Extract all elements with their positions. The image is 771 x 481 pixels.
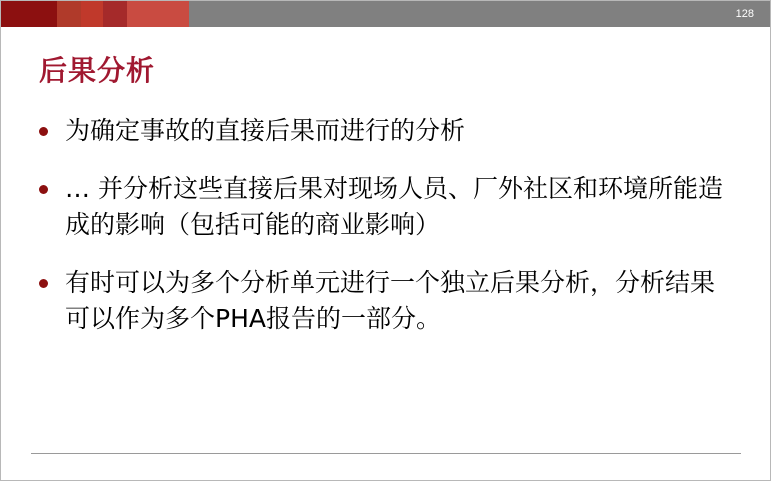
page-title: 后果分析: [39, 54, 156, 87]
list-item-text: 有时可以为多个分析单元进行一个独立后果分析，分析结果可以作为多个PHA报告的一部分。: [65, 268, 716, 333]
top-decorative-bar: [1, 1, 771, 27]
bar-segment-5: [127, 1, 189, 27]
bar-segment-4: [103, 1, 127, 27]
page-number: 128: [735, 8, 754, 20]
list-item: [39, 113, 739, 149]
list-item: [39, 265, 739, 337]
list-item-text: 为确定事故的直接后果而进行的分析: [65, 116, 466, 145]
bar-segment-2: [57, 1, 81, 27]
bar-segment-gray: [189, 1, 771, 27]
footer-divider: [31, 453, 741, 454]
list-item: [39, 171, 739, 243]
bar-segment-3: [81, 1, 103, 27]
bar-segment-1: [1, 1, 57, 27]
bullet-dot-icon: [39, 113, 65, 136]
list-item-text: … 并分析这些直接后果对现场人员、厂外社区和环境所能造成的影响（包括可能的商业影响）: [65, 174, 723, 239]
bullet-dot-icon: [39, 171, 65, 194]
bullet-dot-icon: [39, 265, 65, 288]
bullet-list: [39, 113, 739, 359]
